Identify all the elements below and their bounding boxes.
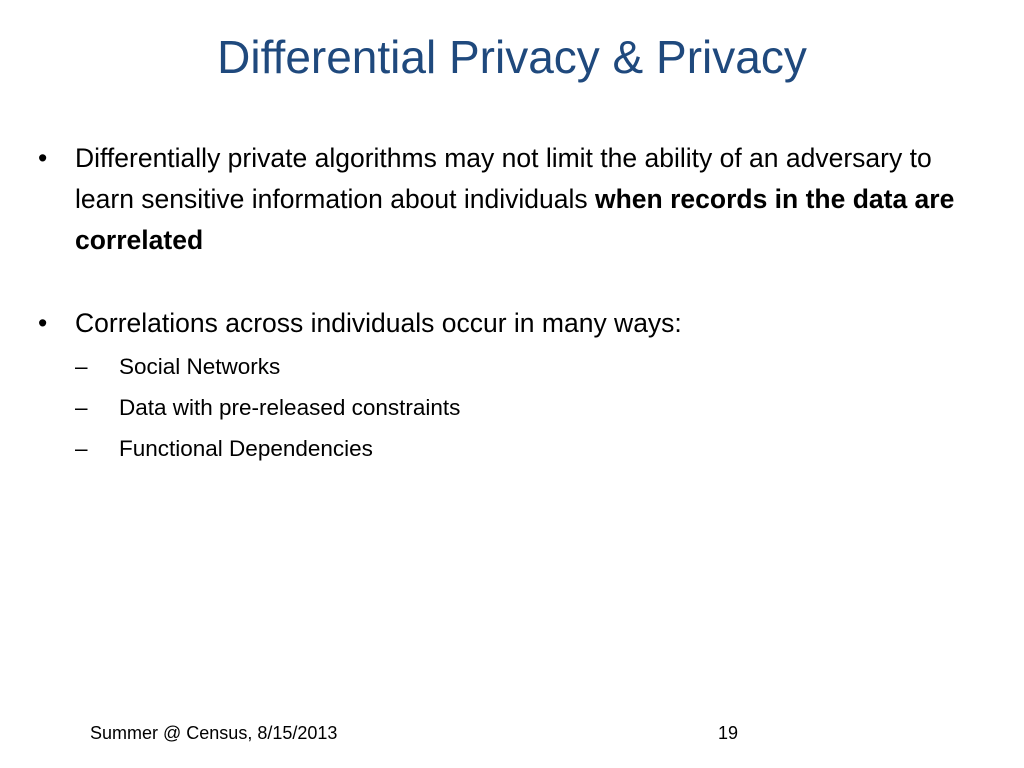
bullet-list <box>38 138 978 511</box>
footer-caption: Summer @ Census, 8/15/2013 <box>90 723 338 743</box>
sub-bullet-item <box>75 387 978 428</box>
bullet-emphasis-text: when records in the data are correlated <box>75 184 955 255</box>
bullet-item <box>38 303 978 469</box>
sub-bullet-marker: – <box>75 436 88 461</box>
bullet-marker: • <box>38 308 48 338</box>
sub-bullet-text: Social Networks <box>119 354 281 379</box>
page-number: 19 <box>718 723 739 743</box>
sub-bullet-list <box>75 346 978 469</box>
bullet-text: Differentially private algorithms may not limit the ability of an adversary to learn sensitive information about individuals <box>75 143 932 214</box>
bullet-marker: • <box>38 143 48 173</box>
sub-bullet-marker: – <box>75 395 88 420</box>
sub-bullet-marker: – <box>75 354 88 379</box>
bullet-text: Correlations across individuals occur in many ways: <box>75 308 682 338</box>
bullet-item <box>38 138 978 261</box>
sub-bullet-text: Data with pre-released constraints <box>119 395 461 420</box>
sub-bullet-item <box>75 428 978 469</box>
slide-title: Differential Privacy & Privacy <box>217 31 807 83</box>
sub-bullet-text: Functional Dependencies <box>119 436 373 461</box>
sub-bullet-item <box>75 346 978 387</box>
